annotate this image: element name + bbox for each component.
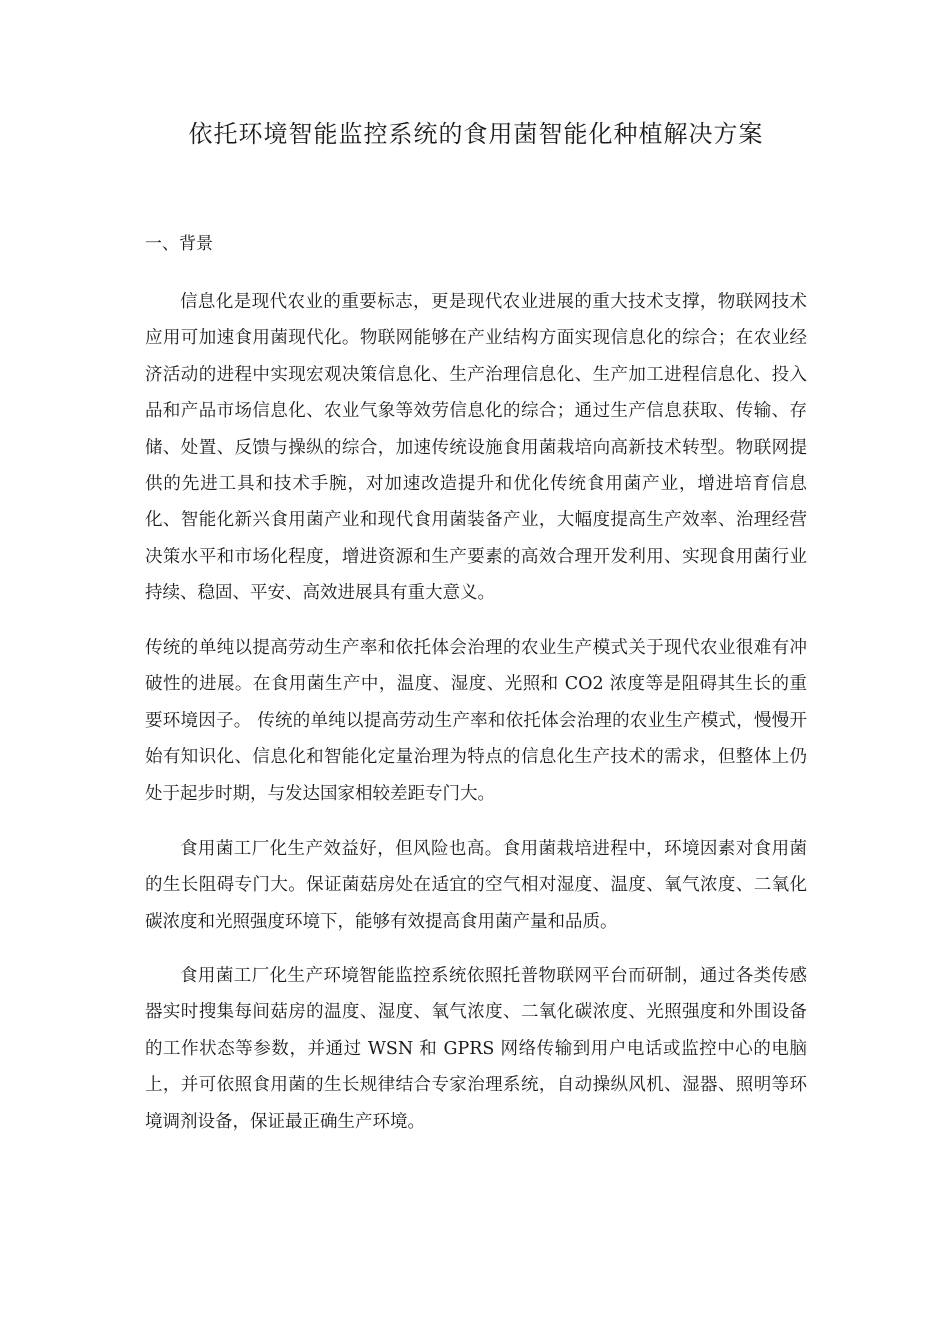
paragraph: 传统的单纯以提高劳动生产率和依托体会治理的农业生产模式关于现代农业很难有冲破性的进展。在食用菌生产中，温度、湿度、光照和 CO2 浓度等是阻碍其生长的重要环境因子。 传统的单纯以提高劳动生产率和依托体会治理的农业生产模式，慢慢开始有知识化、信息化和智能化定量治理为特点的信息化生产技术的需求，但整体上仍处于起步时期，与发达国家相较差距专门大。 bbox=[145, 638, 807, 804]
paragraph: 信息化是现代农业的重要标志，更是现代农业进展的重大技术支撑，物联网技术应用可加速食用菌现代化。物联网能够在产业结构方面实现信息化的综合；在农业经济活动的进程中实现宏观决策信息化、生产治理信息化、生产加工进程信息化、投入品和产品市场信息化、农业气象等效劳信息化的综合；通过生产信息获取、传输、存储、处置、反馈与操纵的综合，加速传统设施食用菌栽培向高新技术转型。物联网提供的先进工具和技术手腕，对加速改造提升和优化传统食用菌产业，增进培育信息化、智能化新兴食用菌产业和现代食用菌装备产业，大幅度提高生产效率、治理经营决策水平和市场化程度，增进资源和生产要素的高效合理开发利用、实现食用菌行业持续、稳固、平安、高效进展具有重大意义。 bbox=[145, 292, 807, 604]
section-heading-background: 一、背景 bbox=[145, 234, 213, 254]
document-title: 依托环境智能监控系统的食用菌智能化种植解决方案 bbox=[188, 120, 764, 148]
paragraph: 食用菌工厂化生产环境智能监控系统依照托普物联网平台而研制，通过各类传感器实时搜集每间菇房的温度、湿度、氧气浓度、二氧化碳浓度、光照强度和外围设备的工作状态等参数，并通过 WSN 和 GPRS 网络传输到用户电话或监控中心的电脑上，并可依照食用菌的生长规律结合专家治理系统，自动操纵风机、湿器、照明等环境调剂设备，保证最正确生产环境。 bbox=[145, 966, 807, 1132]
paragraph: 食用菌工厂化生产效益好，但风险也高。食用菌栽培进程中，环境因素对食用菌的生长阻碍专门大。保证菌菇房处在适宜的空气相对湿度、温度、氧气浓度、二氧化碳浓度和光照强度环境下，能够有效提高食用菌产量和品质。 bbox=[145, 839, 807, 932]
